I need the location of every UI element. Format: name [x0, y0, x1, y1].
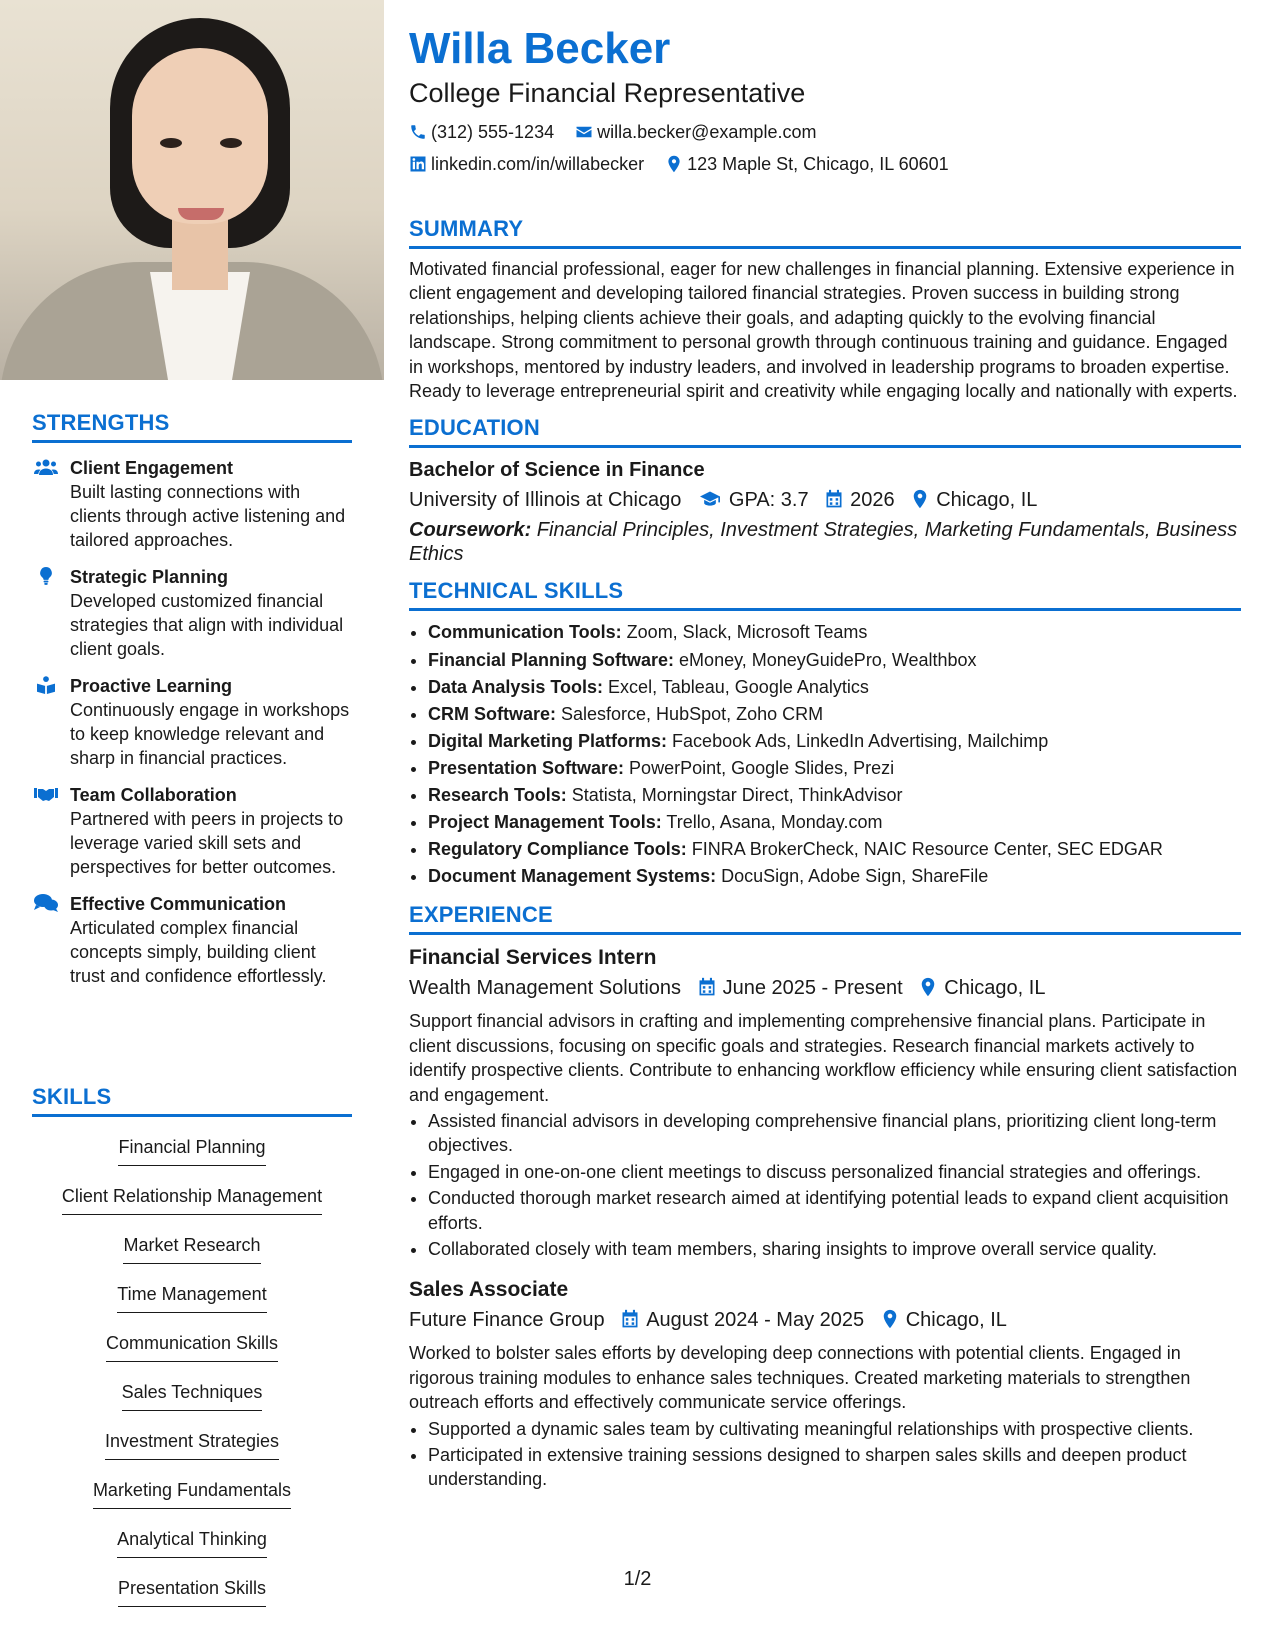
tech-label: Digital Marketing Platforms:: [428, 730, 668, 751]
company-name: Wealth Management Solutions: [409, 977, 682, 1000]
profile-photo: [0, 0, 384, 380]
handshake-icon: [34, 785, 58, 803]
list-item: • Assisted financial advisors in developing comprehensive financial plans, prioritizing client long-term objectives.: [428, 1109, 1241, 1158]
list-item: [428, 836, 1241, 863]
job-bullets: [409, 1417, 1241, 1492]
list-item: [428, 782, 1241, 809]
tech-value: eMoney, MoneyGuidePro, Wealthbox: [674, 649, 977, 670]
job-meta: [409, 973, 1241, 1003]
tech-value: Trello, Asana, Monday.com: [661, 812, 883, 833]
graduation-cap-icon: [697, 489, 723, 509]
phone-contact[interactable]: [409, 116, 554, 148]
job-summary: Support financial advisors in crafting and implementing comprehensive financial plans. Participate in client discussions, focusing on specific goals and strategies. Research financial markets actively to identify prospective clients. Contribute to enhancing workflow efficiency while ensuring client satisfaction and engagement.: [409, 1011, 1238, 1105]
tech-label: Research Tools:: [428, 785, 567, 805]
school-location: Chicago, IL: [936, 489, 1038, 512]
tech-value: Excel, Tableau, Google Analytics: [603, 676, 869, 697]
skill-tag: Time Management: [117, 1282, 266, 1313]
calendar-icon: [824, 489, 844, 509]
tech-value: FINRA BrokerCheck, NAIC Resource Center, SEC EDGAR: [686, 839, 1163, 860]
candidate-name: Willa Becker: [409, 24, 671, 73]
list-item: [428, 701, 1241, 728]
skill-tag: Market Research: [123, 1233, 260, 1264]
strength-desc: Partnered with peers in projects to leverage varied skill sets and perspectives for better outcomes.: [70, 809, 344, 877]
education-section: [409, 415, 1241, 566]
job-dates: June 2025 - Present: [722, 977, 903, 1000]
strength-desc: Continuously engage in workshops to keep knowledge relevant and sharp in financial practices.: [70, 700, 350, 768]
job-meta: [409, 1305, 1241, 1335]
tech-value: Salesforce, HubSpot, Zoho CRM: [556, 703, 824, 724]
tech-value: Zoom, Slack, Microsoft Teams: [621, 622, 868, 643]
tech-label: Project Management Tools:: [428, 812, 662, 833]
tech-label: Presentation Software:: [428, 757, 625, 778]
strength-item: [32, 892, 352, 988]
job-bullets: [409, 1109, 1241, 1261]
coursework: [409, 518, 1241, 566]
summary-heading: SUMMARY: [409, 216, 1241, 249]
technical-skills-list: [409, 619, 1241, 890]
technical-skills-heading: TECHNICAL SKILLS: [409, 578, 1241, 611]
tech-label: Communication Tools:: [428, 622, 622, 643]
chat-bubbles-icon: [34, 894, 58, 912]
list-item: [428, 755, 1241, 782]
strengths-heading: STRENGTHS: [32, 410, 352, 443]
tech-label: Financial Planning Software:: [428, 649, 675, 670]
contact-info: [409, 116, 1241, 180]
list-item: • Engaged in one-on-one client meetings to discuss personalized financial strategies and offerings.: [428, 1160, 1241, 1184]
skill-tag: Analytical Thinking: [117, 1527, 267, 1558]
strength-item: [32, 674, 352, 770]
skill-tag: Client Relationship Management: [62, 1184, 322, 1215]
job-dates: August 2024 - May 2025: [646, 1309, 865, 1332]
list-item: [428, 647, 1241, 674]
strength-title: Team Collaboration: [70, 785, 237, 805]
phone-icon: [409, 123, 427, 141]
coursework-text: Financial Principles, Investment Strategies, Marketing Fundamentals, Business Ethics: [409, 519, 1238, 566]
tech-value: Facebook Ads, LinkedIn Advertising, Mailchimp: [667, 730, 1049, 751]
tech-label: Data Analysis Tools:: [428, 676, 604, 697]
location-pin-icon: [880, 1309, 900, 1329]
coursework-label: Coursework:: [409, 519, 532, 542]
graduation-year: 2026: [850, 489, 895, 512]
lightbulb-icon: [34, 567, 58, 585]
page-number: 1/2: [623, 1568, 652, 1590]
strength-item: [32, 456, 352, 552]
skill-tag: Communication Skills: [106, 1331, 278, 1362]
strength-title: Strategic Planning: [70, 567, 229, 587]
experience-heading: EXPERIENCE: [409, 902, 1241, 935]
skill-tag: Financial Planning: [118, 1135, 265, 1166]
location-pin-icon: [910, 489, 930, 509]
list-item: • Participated in extensive training sessions designed to sharpen sales skills and deepen product understanding.: [428, 1443, 1241, 1492]
right-column: [409, 22, 1241, 1492]
skills-list: [32, 1127, 352, 1617]
skill-tag: Presentation Skills: [118, 1576, 266, 1607]
skills-section: [32, 1084, 352, 1617]
skill-tag: Marketing Fundamentals: [93, 1478, 291, 1509]
strength-desc: Built lasting connections with clients through active listening and tailored approaches.: [70, 482, 346, 550]
address-contact: [665, 148, 949, 180]
strength-item: [32, 565, 352, 661]
degree-title: Bachelor of Science in Finance: [409, 459, 705, 482]
strength-desc: Developed customized financial strategies that align with individual client goals.: [70, 591, 344, 659]
strength-title: Effective Communication: [70, 894, 287, 914]
tech-label: Document Management Systems:: [428, 866, 717, 887]
tech-label: Regulatory Compliance Tools:: [428, 839, 687, 860]
job-title: Sales Associate: [409, 1278, 569, 1302]
job-location: Chicago, IL: [944, 977, 1046, 1000]
school-name: University of Illinois at Chicago: [409, 489, 682, 512]
email-text: willa.becker@example.com: [597, 122, 817, 142]
job-entry: [409, 943, 1241, 1261]
strength-title: Proactive Learning: [70, 676, 233, 696]
envelope-icon: [575, 123, 593, 141]
technical-skills-section: [409, 578, 1241, 890]
left-column: [0, 0, 384, 1650]
job-location: Chicago, IL: [905, 1309, 1007, 1332]
skill-tag: Sales Techniques: [122, 1380, 263, 1411]
experience-section: [409, 902, 1241, 1492]
phone-text: (312) 555-1234: [431, 122, 555, 142]
tech-value: DocuSign, Adobe Sign, ShareFile: [716, 866, 989, 887]
candidate-role: College Financial Representative: [409, 78, 806, 108]
list-item: • Conducted thorough market research aimed at identifying potential leads to expand client acquisition efforts.: [428, 1186, 1241, 1235]
email-contact[interactable]: [575, 116, 816, 148]
job-entry: [409, 1275, 1241, 1491]
tech-label: CRM Software:: [428, 703, 557, 724]
job-title: Financial Services Intern: [409, 946, 657, 970]
calendar-icon: [697, 977, 717, 997]
location-pin-icon: [918, 977, 938, 997]
job-summary: Worked to bolster sales efforts by developing deep connections with potential clients. Engaged in rigorous training modules to enhance sales techniques. Created marketing materials to strengthen outreach efforts and effectively communicate service offerings.: [409, 1343, 1191, 1413]
skills-heading: SKILLS: [32, 1084, 352, 1117]
strength-item: [32, 783, 352, 879]
list-item: [428, 619, 1241, 646]
strength-desc: Articulated complex financial concepts simply, building client trust and confidence effortlessly.: [70, 918, 327, 986]
list-item: • Supported a dynamic sales team by cultivating meaningful relationships with prospective clients.: [428, 1417, 1241, 1441]
strength-title: Client Engagement: [70, 458, 234, 478]
list-item: [428, 809, 1241, 836]
company-name: Future Finance Group: [409, 1309, 605, 1332]
list-item: • Collaborated closely with team members, sharing insights to improve overall service quality.: [428, 1237, 1241, 1261]
calendar-icon: [620, 1309, 640, 1329]
linkedin-contact[interactable]: [409, 148, 644, 180]
skill-tag: Investment Strategies: [105, 1429, 279, 1460]
summary-text: Motivated financial professional, eager for new challenges in financial planning. Extensive experience in client engagement and developing tailored financial strategies. Proven success in building strong relationships, helping clients achieve their goals, and adapting quickly to the evolving financial landscape. Strong commitment to personal growth through continuous training and guidance. Engaged in workshops, mentored by industry leaders, and involved in leadership programs to broaden expertise. Ready to leverage entrepreneurial spirit and creativity while engaging locally and nationally with experts.: [409, 259, 1238, 402]
gpa-text: GPA: 3.7: [728, 489, 809, 512]
users-icon: [34, 458, 58, 476]
linkedin-icon: [409, 155, 427, 173]
book-reader-icon: [34, 676, 58, 694]
education-heading: EDUCATION: [409, 415, 1241, 448]
location-pin-icon: [665, 155, 683, 173]
strengths-section: [32, 410, 352, 988]
tech-value: Statista, Morningstar Direct, ThinkAdvisor: [566, 785, 903, 805]
summary-section: [409, 216, 1241, 403]
list-item: [428, 674, 1241, 701]
tech-value: PowerPoint, Google Slides, Prezi: [624, 757, 895, 778]
linkedin-text: linkedin.com/in/willabecker: [431, 154, 645, 174]
education-meta: [409, 484, 1241, 516]
list-item: [428, 863, 1241, 890]
address-text: 123 Maple St, Chicago, IL 60601: [687, 154, 949, 174]
list-item: [428, 728, 1241, 755]
